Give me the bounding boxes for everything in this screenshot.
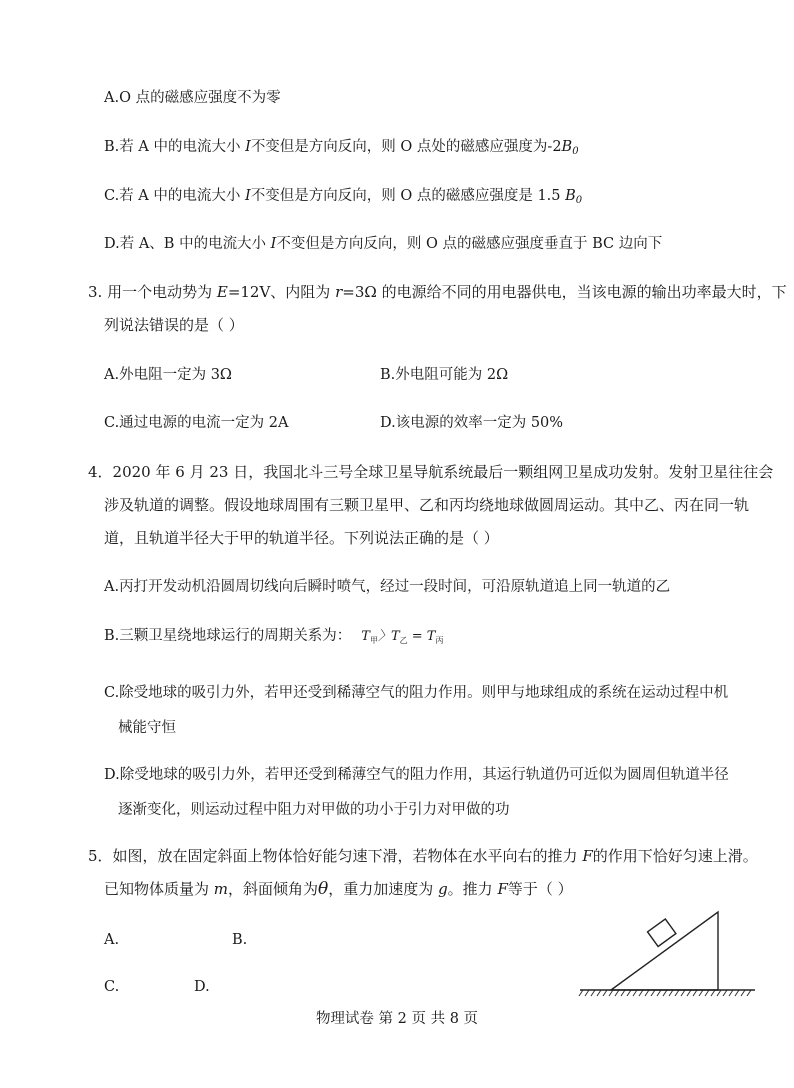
period-relation-formula: $T_甲$〉$T_乙 = T_丙$: [361, 629, 444, 645]
q4-option-a: A.丙打开发动机沿圆周切线向后瞬时喷气，经过一段时间，可沿原轨道追上同一轨道的乙: [104, 579, 671, 595]
page-footer: 物理试卷 第 2 页 共 8 页: [315, 1011, 479, 1027]
ground-hatching: [579, 990, 751, 996]
incline-diagram: [575, 910, 765, 1000]
q5-option-b: B.: [232, 932, 248, 948]
q5-option-c: C.: [104, 979, 120, 995]
q4-stem-line2: 涉及轨道的调整。假设地球周围有三颗卫星甲、乙和丙均绕地球做圆周运动。其中乙、丙在同一轨: [104, 496, 750, 514]
q5-option-a: A.: [104, 932, 120, 948]
q4-stem-line1: 4．2020 年 6 月 23 日，我国北斗三号全球卫星导航系统最后一颗组网卫星成功发射。发射卫星往往会: [88, 463, 774, 481]
q4-option-d-line1: D.除受地球的吸引力外，若甲还受到稀薄空气的阻力作用，其运行轨道仍可近似为圆周但轨道半径: [104, 767, 729, 783]
q2-option-d: D.若 A、B 中的电流大小 I不变但是方向反向，则 O 点的磁感应强度垂直于 BC 边向下: [104, 236, 663, 252]
q4-option-d-line2: 逐渐变化，则运动过程中阻力对甲做的功小于引力对甲做的功: [118, 802, 510, 818]
q5-stem-line1: 5．如图，放在固定斜面上物体恰好能匀速下滑，若物体在水平向右的推力 F的作用下恰好匀速上滑。: [88, 847, 758, 865]
q3-stem-line2: 列说法错误的是（ ）: [104, 316, 244, 334]
q3-option-c: C.通过电源的电流一定为 2A: [104, 415, 289, 431]
q4-option-c-line2: 械能守恒: [118, 720, 176, 736]
q5-option-d: D.: [194, 979, 210, 995]
q4-option-c-line1: C.除受地球的吸引力外，若甲还受到稀薄空气的阻力作用。则甲与地球组成的系统在运动过程中机: [104, 685, 729, 701]
q3-option-a: A.外电阻一定为 3Ω: [104, 367, 232, 383]
q3-stem-line1: 3. 用一个电动势为 E=12V、内阻为 r=3Ω 的电源给不同的用电器供电，当该电源的输出功率最大时，下: [88, 283, 787, 301]
q4-option-b: B.三颗卫星绕地球运行的周期关系为： $T_甲$〉$T_乙 = T_丙$: [104, 628, 444, 645]
q2-option-c: C.若 A 中的电流大小 I不变但是方向反向，则 O 点的磁感应强度是 1.5 $B_0$: [104, 188, 583, 206]
q2-option-b: B.若 A 中的电流大小 I不变但是方向反向，则 O 点处的磁感应强度为$-2B_0$: [104, 139, 579, 157]
q2-option-a: A.O 点的磁感应强度不为零: [104, 90, 281, 106]
q3-option-d: D.该电源的效率一定为 50%: [380, 415, 564, 431]
q3-option-b: B.外电阻可能为 2Ω: [380, 367, 509, 383]
q5-stem-line2: 已知物体质量为 m，斜面倾角为θ，重力加速度为 g。推力 F等于（ ）: [104, 879, 573, 899]
block: [648, 919, 676, 946]
q4-stem-line3: 道，且轨道半径大于甲的轨道半径。下列说法正确的是（ ）: [104, 529, 499, 547]
